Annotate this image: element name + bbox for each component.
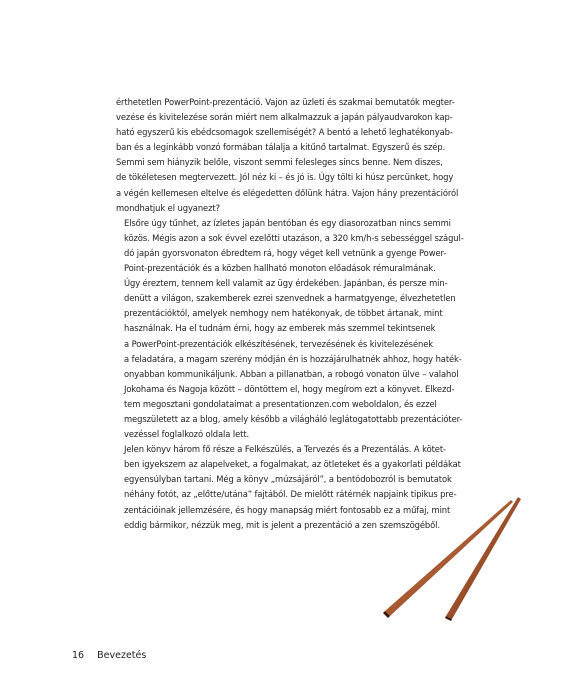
text-line: a végén kellemesen eltelve és elégedetten dőlünk hátra. Vajon hány prezentációról	[116, 187, 459, 198]
text-line: vezéssel foglalkozó oldala lett.	[124, 429, 250, 440]
section-title: Bevezetés	[97, 650, 147, 661]
text-line: de tökéletesen megtervezett. Jól néz ki – és jó is. Úgy tölti ki húsz percünket, hogy	[116, 172, 454, 183]
text-line: zentációinak jellemzésére, és hogy manapság miért fontosabb ez a műfaj, mint	[124, 504, 451, 515]
text-line: a PowerPoint-prezentációk elkészítésének, tervezésének és kivitelezésének	[124, 338, 434, 349]
text-line: Semmi sem hiányzik belőle, viszont semmi felesleges sincs benne. Nem diszes,	[116, 157, 443, 168]
body-text	[116, 95, 464, 533]
text-line: használnak. Ha el tudnám érni, hogy az emberek más szemmel tekintsenek	[124, 323, 436, 334]
text-line: a feladatára, a magam szerény módján én is hozzájárulhatnék ahhoz, hogy haték-	[124, 353, 462, 364]
text-line: denütt a világon, szakemberek ezrei szenvednek a harmatgyenge, élvezhetetlen	[124, 293, 456, 304]
text-line: dó japán gyorsvonaton ébredtem rá, hogy véget kell vetnünk a gyenge Power-	[124, 247, 447, 258]
paragraph	[116, 216, 464, 442]
text-line: onyabban kommunikáljunk. Abban a pillanatban, a robogó vonaton ülve – valahol	[124, 368, 459, 379]
text-line: közös. Mégis azon a sok évvel ezelőtti utazáson, a 320 km/h-s sebességgel szágul-	[124, 232, 464, 243]
text-line: néhány fotót, az „előtte/utána” fajtából. De mielőtt rátérnék napjaink tipikus pre-	[124, 489, 457, 500]
text-line: megszületett az a blog, amely később a világháló leglátogatottabb prezentációter-	[124, 413, 463, 424]
text-line: Jelen könyv három fő része a Felkészülés, a Tervezés és a Prezentálás. A kötet-	[124, 444, 446, 455]
chopsticks-illustration	[378, 492, 528, 627]
text-line: egyensúlyban tartani. Még a könyv „múzsájáról”, a bentódobozról is bemutatok	[124, 474, 452, 485]
text-line: vezése és kivitelezése során miért nem alkalmazzuk a japán pályaudvarokon kap-	[116, 112, 453, 123]
text-line: ható egyszerű kis ebédcsomagok szellemiségét? A bentó a lehető leghatékonyab-	[116, 127, 453, 138]
text-line: Point-prezentációk és a közben hallható monoton előadások rémuralmának.	[124, 263, 436, 274]
paragraph	[116, 95, 459, 216]
text-line: eddig bármikor, nézzük meg, mit is jelent a prezentáció a zen szemszögéből.	[124, 519, 440, 530]
text-line: Jokohama és Nagoja között – döntöttem el, hogy megírom ezt a könyvet. Elkezd-	[124, 383, 455, 394]
text-line: ben igyekszem az alapelveket, a fogalmakat, az ötleteket és a gyakorlati példákat	[124, 459, 461, 470]
chopstick-right	[446, 497, 521, 619]
text-line: Úgy éreztem, tennem kell valamit az ügy érdekében. Japánban, és persze min-	[124, 278, 448, 289]
page-number: 16	[72, 650, 85, 661]
chopstick-left	[385, 500, 513, 616]
text-line: Elsőre úgy tűnhet, az ízletes japán bentóban és egy diasorozatban nincs semmi	[124, 217, 451, 228]
text-line: mondhatjuk el ugyanezt?	[116, 202, 220, 213]
text-line: érthetetlen PowerPoint-prezentáció. Vajon az üzleti és szakmai bemutatók megter-	[116, 97, 455, 107]
page-footer	[72, 650, 146, 661]
text-line: tem megosztani gondolataimat a presentationzen.com weboldalon, és ezzel	[124, 398, 437, 409]
text-line: ban és a leginkább vonzó formában tálalja a kitűnő tartalmat. Egyszerű és szép.	[116, 142, 446, 153]
text-line: prezentációktól, amelyek nemhogy nem hatékonyak, de többet ártanak, mint	[124, 308, 443, 319]
